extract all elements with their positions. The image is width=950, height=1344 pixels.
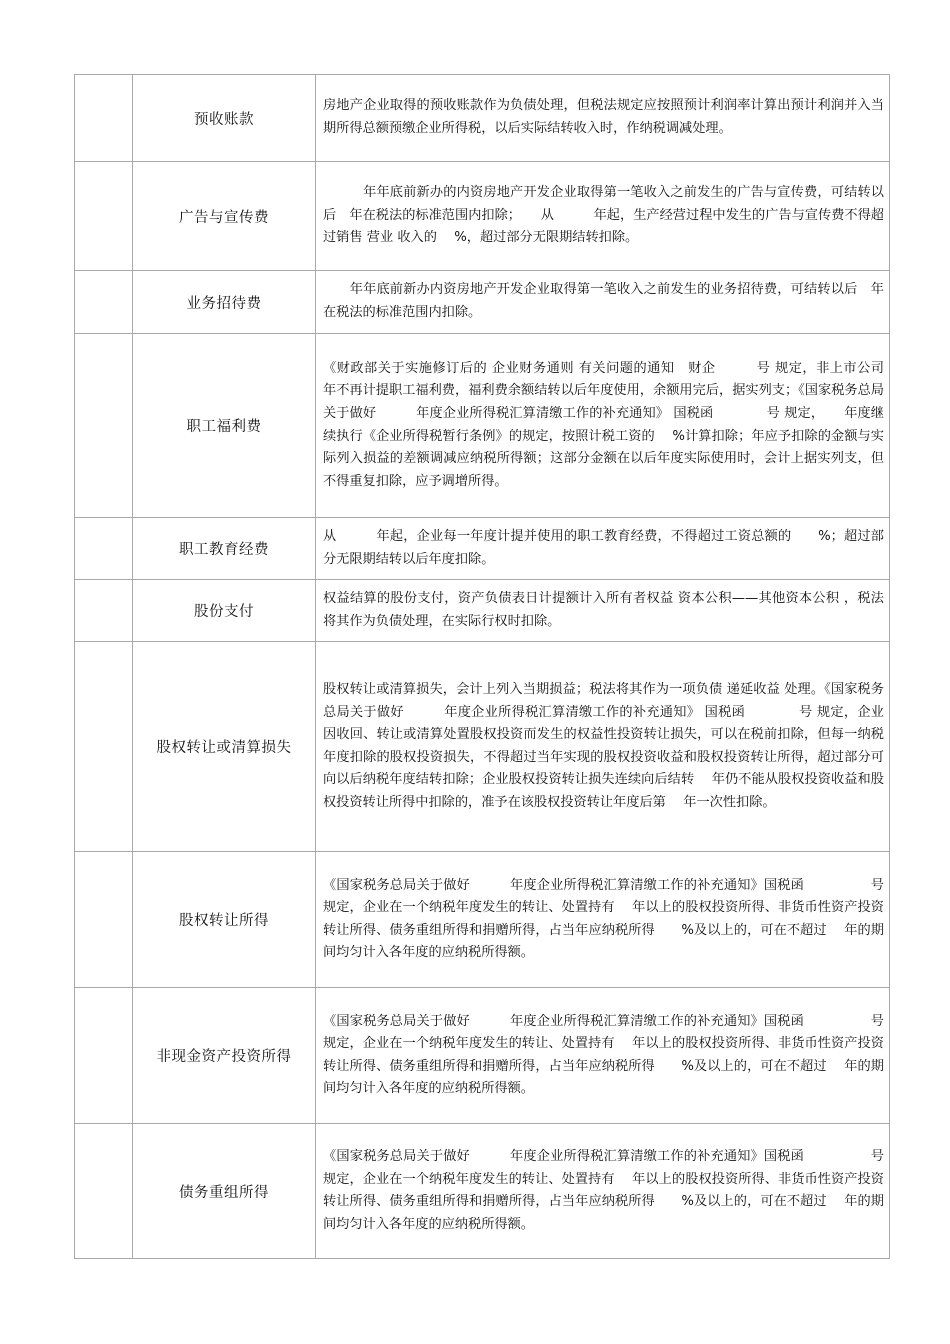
item-description: 从 年起，企业每一年度计提并使用的职工教育经费，不得超过工资总额的 %；超过部分无限期结转以后年度扣除。: [316, 518, 890, 580]
item-name: 股权转让所得: [133, 852, 316, 988]
item-description: 房地产企业取得的预收账款作为负债处理，但税法规定应按照预计利润率计算出预计利润并入当期所得总额预缴企业所得税，以后实际结转收入时，作纳税调减处理。: [316, 75, 890, 162]
item-description: 《国家税务总局关于做好 年度企业所得税汇算清缴工作的补充通知》国税函 号 规定，企业在一个纳税年度发生的转让、处置持有 年以上的股权投资所得、非货币性资产投资转让所得、债务重组所得和捐赠所得，占当年应纳税所得 %及以上的，可在不超过 年的期间均匀计入各年度的应纳税所得额。: [316, 988, 890, 1124]
blank-cell: [75, 162, 133, 271]
item-name: 非现金资产投资所得: [133, 988, 316, 1124]
blank-cell: [75, 75, 133, 162]
item-description: 《国家税务总局关于做好 年度企业所得税汇算清缴工作的补充通知》国税函 号 规定，企业在一个纳税年度发生的转让、处置持有 年以上的股权投资所得、非货币性资产投资转让所得、债务重组所得和捐赠所得，占当年应纳税所得 %及以上的，可在不超过 年的期间均匀计入各年度的应纳税所得额。: [316, 852, 890, 988]
item-description: 股权转让或清算损失，会计上列入当期损益；税法将其作为一项负债 递延收益 处理。《国家税务总局关于做好 年度企业所得税汇算清缴工作的补充通知》 国税函 号 规定，企业因收回、转让或清算处置股权投资而发生的权益性投资转让损失，可以在税前扣除，但每一纳税年度扣除的股权投资损失，不得超过当年实现的股权投资收益和股权投资转让所得，超过部分可向以后纳税年度结转扣除；企业股权投资转让损失连续向后结转 年仍不能从股权投资收益和股权投资转让所得中扣除的，准予在该股权投资转让年度后第 年一次性扣除。: [316, 642, 890, 852]
item-name: 职工福利费: [133, 334, 316, 518]
table-row: [75, 334, 890, 518]
tax-adjustment-table: [74, 74, 924, 1259]
table-row: [75, 162, 890, 271]
item-description: 《国家税务总局关于做好 年度企业所得税汇算清缴工作的补充通知》国税函 号 规定，企业在一个纳税年度发生的转让、处置持有 年以上的股权投资所得、非货币性资产投资转让所得、债务重组所得和捐赠所得，占当年应纳税所得 %及以上的，可在不超过 年的期间均匀计入各年度的应纳税所得额。: [316, 1124, 890, 1259]
item-name: 股份支付: [133, 580, 316, 642]
item-name: 广告与宣传费: [133, 162, 316, 271]
item-name: 预收账款: [133, 75, 316, 162]
table-row: [75, 642, 890, 852]
blank-cell: [75, 580, 133, 642]
blank-cell: [75, 271, 133, 334]
table-row: [75, 271, 890, 334]
blank-cell: [75, 988, 133, 1124]
item-name: 业务招待费: [133, 271, 316, 334]
blank-cell: [75, 642, 133, 852]
table-row: [75, 580, 890, 642]
item-name: 职工教育经费: [133, 518, 316, 580]
table-row: [75, 988, 890, 1124]
item-description: 年年底前新办内资房地产开发企业取得第一笔收入之前发生的业务招待费，可结转以后 年在税法的标准范围内扣除。: [316, 271, 890, 334]
table-row: [75, 518, 890, 580]
blank-cell: [75, 518, 133, 580]
table-row: [75, 852, 890, 988]
item-description: 年年底前新办的内资房地产开发企业取得第一笔收入之前发生的广告与宣传费，可结转以后 年在税法的标准范围内扣除； 从 年起，生产经营过程中发生的广告与宣传费不得超过销售 营业 收入的 %，超过部分无限期结转扣除。: [316, 162, 890, 271]
item-description: 权益结算的股份支付，资产负债表日计提额计入所有者权益 资本公积——其他资本公积 ，税法将其作为负债处理，在实际行权时扣除。: [316, 580, 890, 642]
item-description: 《财政部关于实施修订后的 企业财务通则 有关问题的通知 财企 号 规定，非上市公司 年不再计提职工福利费，福利费余额结转以后年度使用，余额用完后，据实列支；《国家税务总局关于做好 年度企业所得税汇算清缴工作的补充通知》 国税函 号 规定， 年度继续执行《企业所得税暂行条例》的规定，按照计税工资的 %计算扣除；年应予扣除的金额与实际列入损益的差额调减应纳税所得额；这部分金额在以后年度实际使用时，会计上据实列支，但不得重复扣除，应予调增所得。: [316, 334, 890, 518]
blank-cell: [75, 1124, 133, 1259]
table-row: [75, 1124, 890, 1259]
item-name: 债务重组所得: [133, 1124, 316, 1259]
item-name: 股权转让或清算损失: [133, 642, 316, 852]
blank-cell: [75, 852, 133, 988]
blank-cell: [75, 334, 133, 518]
table-row: [75, 75, 890, 162]
